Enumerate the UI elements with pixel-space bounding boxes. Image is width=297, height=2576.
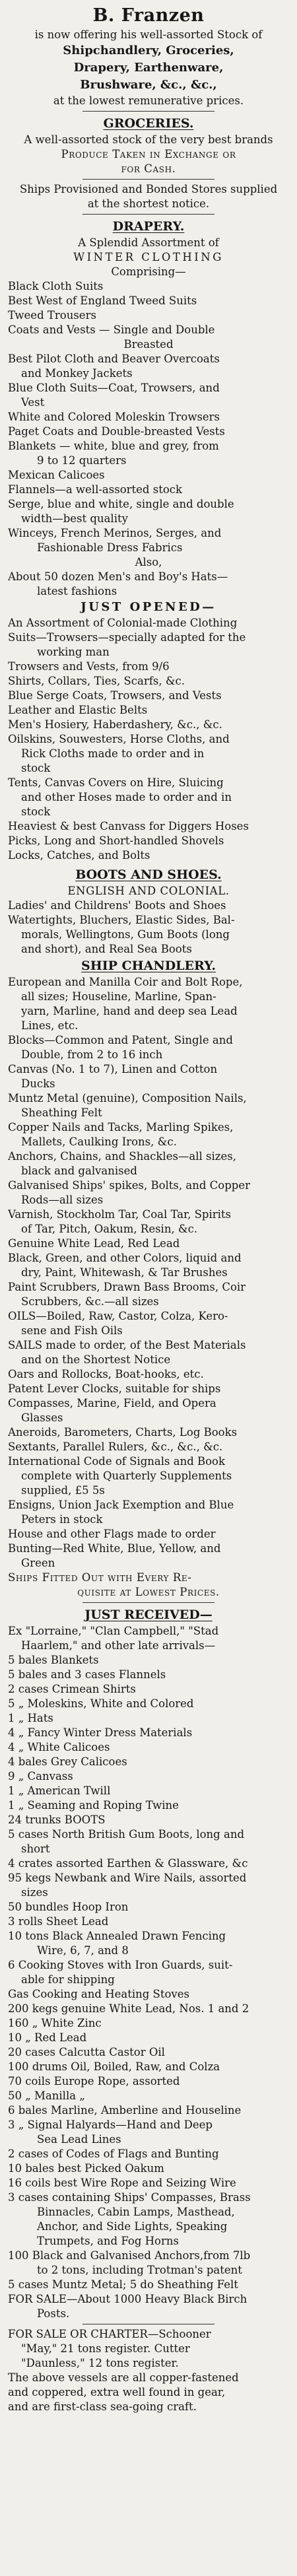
section-line: Mallets, Caulking Irons, &c. (21, 1135, 177, 1148)
section-line: 100 Black and Galvanised Anchors,from 7lb (8, 2249, 251, 2262)
section-line: Suits—Trowsers—specially adapted for the (8, 631, 246, 644)
section-divider (82, 111, 214, 112)
section-line: Tweed Trousers (8, 309, 96, 322)
section-line: Vest (21, 396, 45, 409)
section-line: Oars and Rollocks, Boat-hooks, etc. (8, 1368, 204, 1380)
section-line: 1 „ Hats (8, 1712, 53, 1724)
section-line: Galvanised Ships' spikes, Bolts, and Copper (8, 1179, 250, 1192)
section-line: The above vessels are all copper-fastened (8, 2371, 239, 2384)
section-line: 4 crates assorted Earthen & Glassware, &c (8, 1857, 248, 1870)
section-line: morals, Wellingtons, Gum Boots (long (21, 928, 230, 941)
section-line: 5 bales Blankets (8, 1654, 99, 1666)
tagline: is now offering his well-assorted Stock of (34, 28, 263, 41)
section-line: 3 „ Signal Halyards—Hand and Deep (8, 2118, 213, 2131)
section-line: Picks, Long and Short-handled Shovels (8, 834, 224, 847)
section-line: Glasses (21, 1411, 63, 1424)
section-line: House and other Flags made to order (8, 1528, 216, 1540)
section-line: 160 „ White Zinc (8, 2017, 102, 2029)
section-line: 5 bales and 3 cases Flannels (8, 1668, 166, 1681)
section-line: Ships Provisioned and Bonded Stores supplied (19, 183, 278, 195)
chandlery-section (8, 957, 289, 1600)
section-line: Winceys, French Merinos, Serges, and (8, 527, 222, 539)
section-line: An Assortment of Colonial-made Clothing (8, 617, 238, 629)
section-divider (82, 1602, 214, 1603)
section-line: 100 drums Oil, Boiled, Raw, and Colza (8, 2060, 220, 2073)
section-line: 3 cases containing Ships' Compasses, Brass (8, 2191, 251, 2204)
section-line: 10 tons Black Annealed Drawn Fencing (8, 1930, 226, 1942)
advertiser-name: B. Franzen (92, 5, 205, 26)
section-line: Lines, etc. (21, 1019, 79, 1032)
section-line: A well-assorted stock of the very best brands (24, 133, 273, 146)
section-line: to 2 tons, including Trotman's patent (37, 2264, 242, 2276)
section-line: able for shipping (21, 1973, 115, 1986)
section-line: Trumpets, and Fog Horns (37, 2235, 179, 2247)
section-line: latest fashions (37, 585, 117, 597)
drapery-section (8, 217, 289, 599)
section-line: Genuine White Lead, Red Lead (8, 1237, 180, 1250)
section-line: About 50 dozen Men's and Boy's Hats— (8, 570, 228, 583)
section-line: FOR SALE OR CHARTER—Schooner (8, 2328, 211, 2340)
section-line: Mexican Calicoes (8, 469, 105, 481)
section-line: FOR SALE—About 1000 Heavy Black Birch (8, 2293, 248, 2305)
section-line: 5 cases Muntz Metal; 5 do Sheathing Felt (8, 2278, 238, 2291)
section-line: Shirts, Collars, Ties, Scarfs, &c. (8, 675, 185, 687)
section-line: Anchor, and Side Lights, Speaking (37, 2220, 228, 2233)
intro-line: Drapery, Earthenware, (73, 61, 224, 75)
section-line: Sea Lead Lines (37, 2133, 121, 2146)
section-line: Serge, blue and white, single and double (8, 498, 234, 510)
section-line: Ships Fitted Out with Every Re- (8, 1571, 192, 1584)
section-line: Wire, 6, 7, and 8 (37, 1944, 129, 1957)
section-line: Sextants, Parallel Rulers, &c., &c., &c. (8, 1441, 223, 1453)
section-line: 200 kegs genuine White Lead, Nos. 1 and 2 (8, 2002, 249, 2015)
section-line: 50 „ Manilla „ (8, 2089, 85, 2102)
section-line: Watertights, Bluchers, Elastic Sides, Bal- (8, 914, 235, 926)
section-heading: BOOTS AND SHOES. (75, 867, 222, 882)
section-line: Ex "Lorraine," "Clan Campbell," "Stad (8, 1625, 219, 1637)
section-line: at the shortest notice. (87, 197, 210, 210)
section-line: Blue Cloth Suits—Coat, Trowsers, and (8, 382, 220, 394)
section-line: and other Hoses made to order and in (21, 791, 232, 803)
section-line: Rick Cloths made to order and in (21, 747, 205, 760)
intro-line: Shipchandlery, Groceries, (63, 44, 234, 57)
section-line: Best West of England Tweed Suits (8, 294, 197, 307)
section-line: 4 „ White Calicoes (8, 1741, 110, 1753)
section-line: Compasses, Marine, Field, and Opera (8, 1397, 216, 1409)
section-line: and short), and Real Sea Boots (21, 943, 192, 955)
section-line: Aneroids, Barometers, Charts, Log Books (8, 1426, 238, 1439)
section-line: complete with Quarterly Supplements (21, 1470, 232, 1482)
section-line: Copper Nails and Tacks, Marling Spikes, (8, 1121, 234, 1134)
section-line: sizes (21, 1886, 48, 1899)
section-line: and on the Shortest Notice (21, 1353, 171, 1366)
section-line: Ducks (21, 1077, 55, 1090)
section-line: for Cash. (121, 162, 176, 175)
section-line: Posts. (37, 2307, 70, 2320)
section-line: International Code of Signals and Book (8, 1455, 225, 1468)
section-line: Paint Scrubbers, Drawn Bass Brooms, Coir (8, 1281, 246, 1293)
section-line: Ensigns, Union Jack Exemption and Blue (8, 1499, 234, 1511)
section-heading: JUST RECEIVED— (84, 1608, 213, 1622)
section-line: Patent Lever Clocks, suitable for ships (8, 1382, 221, 1395)
section-line: 2 cases of Codes of Flags and Bunting (8, 2148, 219, 2160)
section-line: Blocks—Common and Patent, Single and (8, 1034, 233, 1046)
section-heading: GROCERIES. (103, 116, 194, 131)
section-line: "May," 21 tons register. Cutter (21, 2342, 190, 2355)
section-line: Bunting—Red White, Blue, Yellow, and (8, 1542, 221, 1555)
section-line: Paget Coats and Double-breasted Vests (8, 425, 225, 438)
section-line: Heaviest & best Canvass for Diggers Hoses (8, 820, 249, 832)
section-line: Fashionable Dress Fabrics (37, 541, 183, 554)
section-line: 2 cases Crimean Shirts (8, 1683, 136, 1695)
section-line: of Tar, Pitch, Oakum, Resin, &c. (21, 1223, 198, 1235)
for-sale-section (8, 2327, 289, 2414)
section-line: Haarlem," and other late arrivals— (21, 1639, 216, 1652)
section-line: 3 rolls Sheet Lead (8, 1915, 109, 1928)
section-heading: DRAPERY. (112, 219, 185, 234)
section-line: Binnacles, Cabin Lamps, Masthead, (37, 2206, 235, 2218)
section-line: Locks, Catches, and Bolts (8, 849, 150, 862)
section-line: Blankets — white, blue and grey, from (8, 440, 219, 452)
section-divider (82, 179, 214, 180)
just-received-section (8, 1606, 289, 2321)
section-line: Tents, Canvas Covers on Hire, Sluicing (8, 776, 224, 789)
section-divider (82, 214, 214, 215)
section-line: 50 bundles Hoop Iron (8, 1901, 129, 1913)
groceries-section (8, 114, 289, 211)
section-line: 9 to 12 quarters (37, 454, 127, 467)
section-line: Rods—all sizes (21, 1194, 104, 1206)
section-line: Comprising— (111, 265, 186, 278)
section-line: Green (21, 1557, 55, 1569)
section-line: Coats and Vests — Single and Double (8, 323, 215, 336)
section-line: 4 „ Fancy Winter Dress Materials (8, 1726, 193, 1739)
section-line: 10 bales best Picked Oakum (8, 2162, 164, 2175)
section-line: Ladies' and Childrens' Boots and Shoes (8, 899, 226, 912)
section-line: Men's Hosiery, Haberdashery, &c., &c. (8, 718, 222, 731)
section-line: 95 kegs Newbank and Wire Nails, assorted (8, 1872, 247, 1884)
section-heading: JUST OPENED— (81, 600, 216, 614)
section-line: OILS—Boiled, Raw, Castor, Colza, Kero- (8, 1310, 228, 1322)
section-line: Produce Taken in Exchange or (61, 148, 236, 160)
section-line: 5 „ Moleskins, White and Colored (8, 1697, 194, 1710)
section-line: working man (37, 646, 110, 658)
section-line: black and galvanised (21, 1165, 137, 1177)
just-opened-section (8, 599, 289, 863)
section-line: 6 Cooking Stoves with Iron Guards, suit- (8, 1959, 233, 1971)
section-line: Double, from 2 to 16 inch (21, 1048, 163, 1061)
section-line: 9 „ Canvass (8, 1770, 73, 1782)
section-line: Black, Green, and other Colors, liquid and (8, 1252, 242, 1264)
section-line: Anchors, Chains, and Shackles—all sizes, (8, 1150, 236, 1163)
section-line: European and Manilla Coir and Bolt Rope, (8, 976, 243, 988)
section-line: Also, (135, 556, 162, 568)
section-line: Best Pilot Cloth and Beaver Overcoats (8, 353, 220, 365)
section-line: Flannels—a well-assorted stock (8, 483, 182, 496)
section-line: short (21, 1843, 50, 1855)
section-line: Oilskins, Souwesters, Horse Cloths, and (8, 733, 230, 745)
section-line: "Daunless," 12 tons register. (21, 2357, 179, 2369)
section-line: Black Cloth Suits (8, 280, 104, 292)
section-line: Muntz Metal (genuine), Composition Nails, (8, 1092, 247, 1104)
section-line: White and Colored Moleskin Trowsers (8, 411, 220, 423)
section-line: WINTER CLOTHING (73, 251, 224, 263)
section-line: quisite at Lowest Prices. (77, 1586, 220, 1598)
section-line: dry, Paint, Whitewash, & Tar Brushes (21, 1266, 228, 1279)
section-line: 20 cases Calcutta Castor Oil (8, 2046, 165, 2058)
section-line: Trowsers and Vests, from 9/6 (8, 660, 170, 673)
section-line: 70 coils Europe Rope, assorted (8, 2075, 180, 2087)
section-line: Varnish, Stockholm Tar, Coal Tar, Spirits (8, 1208, 232, 1221)
intro-line: Brushware, &c., &c., (80, 78, 217, 92)
section-line: Scrubbers, &c.—all sizes (21, 1295, 159, 1308)
section-line: and are first-class sea-going craft. (8, 2400, 197, 2413)
section-line: sene and Fish Oils (21, 1324, 123, 1337)
section-line: and Monkey Jackets (21, 367, 133, 380)
section-line: supplied, £5 5s (21, 1484, 105, 1497)
section-line: Sheathing Felt (21, 1106, 102, 1119)
section-line: stock (21, 805, 51, 818)
section-line: and coppered, extra well found in gear, (8, 2386, 226, 2398)
section-line: ENGLISH AND COLONIAL. (67, 885, 230, 897)
section-line: 4 bales Grey Calicoes (8, 1755, 127, 1768)
section-line: Breasted (123, 338, 174, 351)
section-line: 16 coils best Wire Rope and Seizing Wire (8, 2177, 236, 2189)
section-line: 1 „ Seaming and Roping Twine (8, 1799, 179, 1812)
section-line: Canvas (No. 1 to 7), Linen and Cotton (8, 1063, 218, 1075)
section-line: 5 cases North British Gum Boots, long and (8, 1828, 245, 1841)
section-line: 10 „ Red Lead (8, 2031, 87, 2044)
section-line: Blue Serge Coats, Trowsers, and Vests (8, 689, 222, 702)
section-line: 1 „ American Twill (8, 1784, 111, 1797)
section-line: 6 bales Marline, Amberline and Houseline (8, 2104, 242, 2117)
boots-section (8, 865, 289, 957)
section-line: A Splendid Assortment of (78, 236, 219, 249)
section-heading: SHIP CHANDLERY. (81, 959, 216, 973)
section-line: SAILS made to order, of the Best Materials (8, 1339, 246, 1351)
section-line: 24 trunks BOOTS (8, 1813, 106, 1826)
section-line: stock (21, 762, 51, 774)
intro-line: at the lowest remunerative prices. (53, 94, 244, 107)
section-line: width—best quality (21, 512, 128, 525)
section-line: all sizes; Houseline, Marline, Span- (21, 990, 216, 1003)
section-line: Peters in stock (21, 1513, 103, 1526)
section-line: yarn, Marline, hand and deep sea Lead (21, 1005, 238, 1017)
section-line: Gas Cooking and Heating Stoves (8, 1988, 189, 2000)
section-line: Leather and Elastic Belts (8, 704, 148, 716)
